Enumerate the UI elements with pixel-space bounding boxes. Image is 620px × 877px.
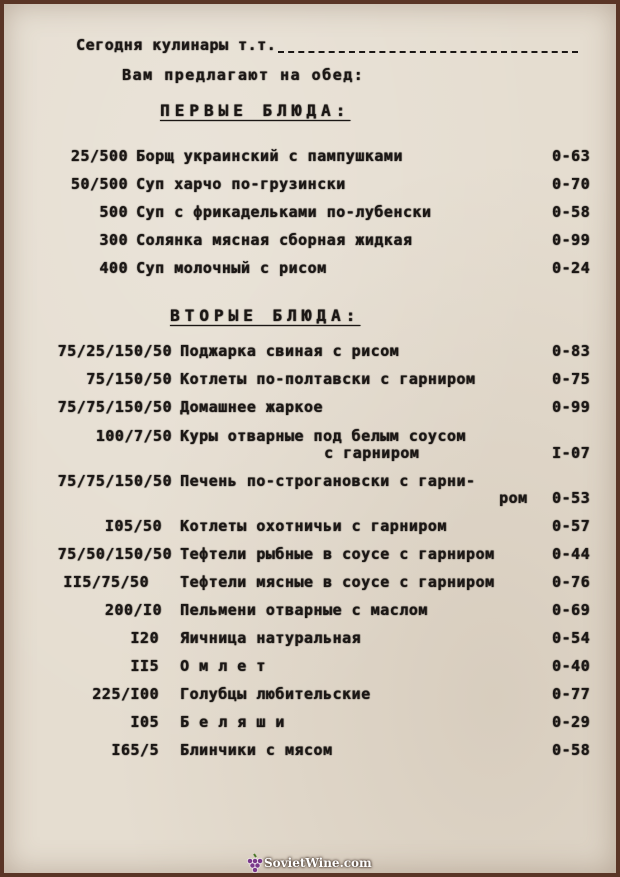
menu-item-portion: 225/I00 xyxy=(92,685,159,703)
menu-item-price: 0-58 xyxy=(552,203,591,221)
menu-item-name: Тефтели рыбные в соусе с гарниром xyxy=(180,545,495,563)
menu-item-name: Голубцы любительские xyxy=(180,685,371,703)
menu-sheet xyxy=(4,4,616,873)
menu-item-row xyxy=(4,545,616,571)
menu-item-row xyxy=(4,427,616,462)
menu-item-price: 0-24 xyxy=(552,259,591,277)
menu-item-portion: 400 xyxy=(99,259,128,277)
menu-item-portion: 300 xyxy=(99,231,128,249)
menu-item-price: 0-83 xyxy=(552,342,591,360)
header-line-2: Вам предлагают на обед: xyxy=(122,66,365,84)
menu-item-price: 0-75 xyxy=(552,370,591,388)
menu-item-name: Суп с фрикадельками по-лубенски xyxy=(136,203,432,221)
menu-item-row xyxy=(4,713,616,739)
menu-item-name: Б е л я ш и xyxy=(180,713,285,731)
menu-item-price: 0-63 xyxy=(552,147,591,165)
menu-item-name: Поджарка свиная с рисом xyxy=(180,342,400,360)
section-title-first-courses: ПЕРВЫЕ БЛЮДА: xyxy=(160,101,351,120)
menu-item-portion: 500 xyxy=(99,203,128,221)
menu-item-portion: 75/50/150/50 xyxy=(57,545,172,563)
menu-item-name: Суп молочный с рисом xyxy=(136,259,327,277)
menu-item-row xyxy=(4,573,616,599)
menu-item-name: Тефтели мясные в соусе с гарниром xyxy=(180,573,495,591)
menu-item-row xyxy=(4,231,616,257)
menu-item-name: Яичница натуральная xyxy=(180,629,362,647)
menu-item-portion: I05/50 xyxy=(104,517,162,535)
fill-in-line xyxy=(278,51,578,53)
menu-item-row xyxy=(4,147,616,173)
menu-item-row xyxy=(4,685,616,711)
menu-item-price: 0-70 xyxy=(552,175,591,193)
watermark xyxy=(242,856,372,870)
menu-item-price: 0-53 xyxy=(552,489,591,507)
menu-item-price: 0-69 xyxy=(552,601,591,619)
menu-item-name: Борщ украинский с пампушками xyxy=(136,147,403,165)
menu-item-name: Блинчики с мясом xyxy=(180,741,333,759)
menu-item-price: 0-44 xyxy=(552,545,591,563)
menu-item-row xyxy=(4,741,616,767)
menu-item-row xyxy=(4,472,616,507)
menu-item-portion: 75/75/150/50 xyxy=(57,398,172,416)
menu-item-name: Солянка мясная сборная жидкая xyxy=(136,231,413,249)
menu-item-price: I-07 xyxy=(552,444,591,462)
menu-item-name: Котлеты по-полтавски с гарниром xyxy=(180,370,476,388)
menu-item-name: Суп харчо по-грузински xyxy=(136,175,346,193)
menu-item-portion: I05 xyxy=(130,713,159,731)
menu-item-row xyxy=(4,342,616,368)
menu-item-row xyxy=(4,370,616,396)
menu-item-portion: II5/75/50 xyxy=(63,573,149,591)
menu-item-name-continuation: с гарниром xyxy=(324,444,420,462)
watermark-text: SovietWine.com xyxy=(264,856,372,870)
menu-item-price: 0-99 xyxy=(552,231,591,249)
menu-item-portion: 25/500 xyxy=(70,147,128,165)
menu-item-name: Котлеты охотничьи с гарниром xyxy=(180,517,447,535)
menu-item-row xyxy=(4,601,616,627)
menu-item-row xyxy=(4,259,616,285)
menu-item-name: Печень по-строгановски с гарни- xyxy=(180,472,476,490)
menu-item-price: 0-76 xyxy=(552,573,591,591)
menu-item-price: 0-57 xyxy=(552,517,591,535)
menu-item-portion: I65/5 xyxy=(111,741,159,759)
menu-item-row xyxy=(4,203,616,229)
header-line-1-text: Сегодня кулинары т.т. xyxy=(76,36,277,54)
menu-item-name: Пельмени отварные с маслом xyxy=(180,601,428,619)
menu-item-price: 0-77 xyxy=(552,685,591,703)
menu-item-price: 0-58 xyxy=(552,741,591,759)
menu-item-name: Домашнее жаркое xyxy=(180,398,323,416)
menu-item-row xyxy=(4,398,616,424)
menu-item-portion: 100/7/50 xyxy=(95,427,172,445)
menu-item-portion: 50/500 xyxy=(70,175,128,193)
menu-item-price: 0-99 xyxy=(552,398,591,416)
menu-item-portion: 200/I0 xyxy=(104,601,162,619)
menu-item-portion: I20 xyxy=(130,629,159,647)
menu-item-name-continuation: ром xyxy=(499,489,528,507)
menu-item-price: 0-40 xyxy=(552,657,591,675)
menu-item-price: 0-54 xyxy=(552,629,591,647)
header-line-1 xyxy=(76,36,578,54)
menu-item-price: 0-29 xyxy=(552,713,591,731)
menu-item-row xyxy=(4,175,616,201)
menu-item-portion: II5 xyxy=(130,657,159,675)
menu-item-portion: 75/150/50 xyxy=(86,370,172,388)
section-title-second-courses: ВТОРЫЕ БЛЮДА: xyxy=(170,306,361,325)
menu-item-name: О м л е т xyxy=(180,657,266,675)
menu-item-row xyxy=(4,657,616,683)
menu-item-portion: 75/25/150/50 xyxy=(57,342,172,360)
menu-item-row xyxy=(4,629,616,655)
menu-item-name: Куры отварные под белым соусом xyxy=(180,427,466,445)
menu-item-row xyxy=(4,517,616,543)
menu-item-portion: 75/75/150/50 xyxy=(57,472,172,490)
